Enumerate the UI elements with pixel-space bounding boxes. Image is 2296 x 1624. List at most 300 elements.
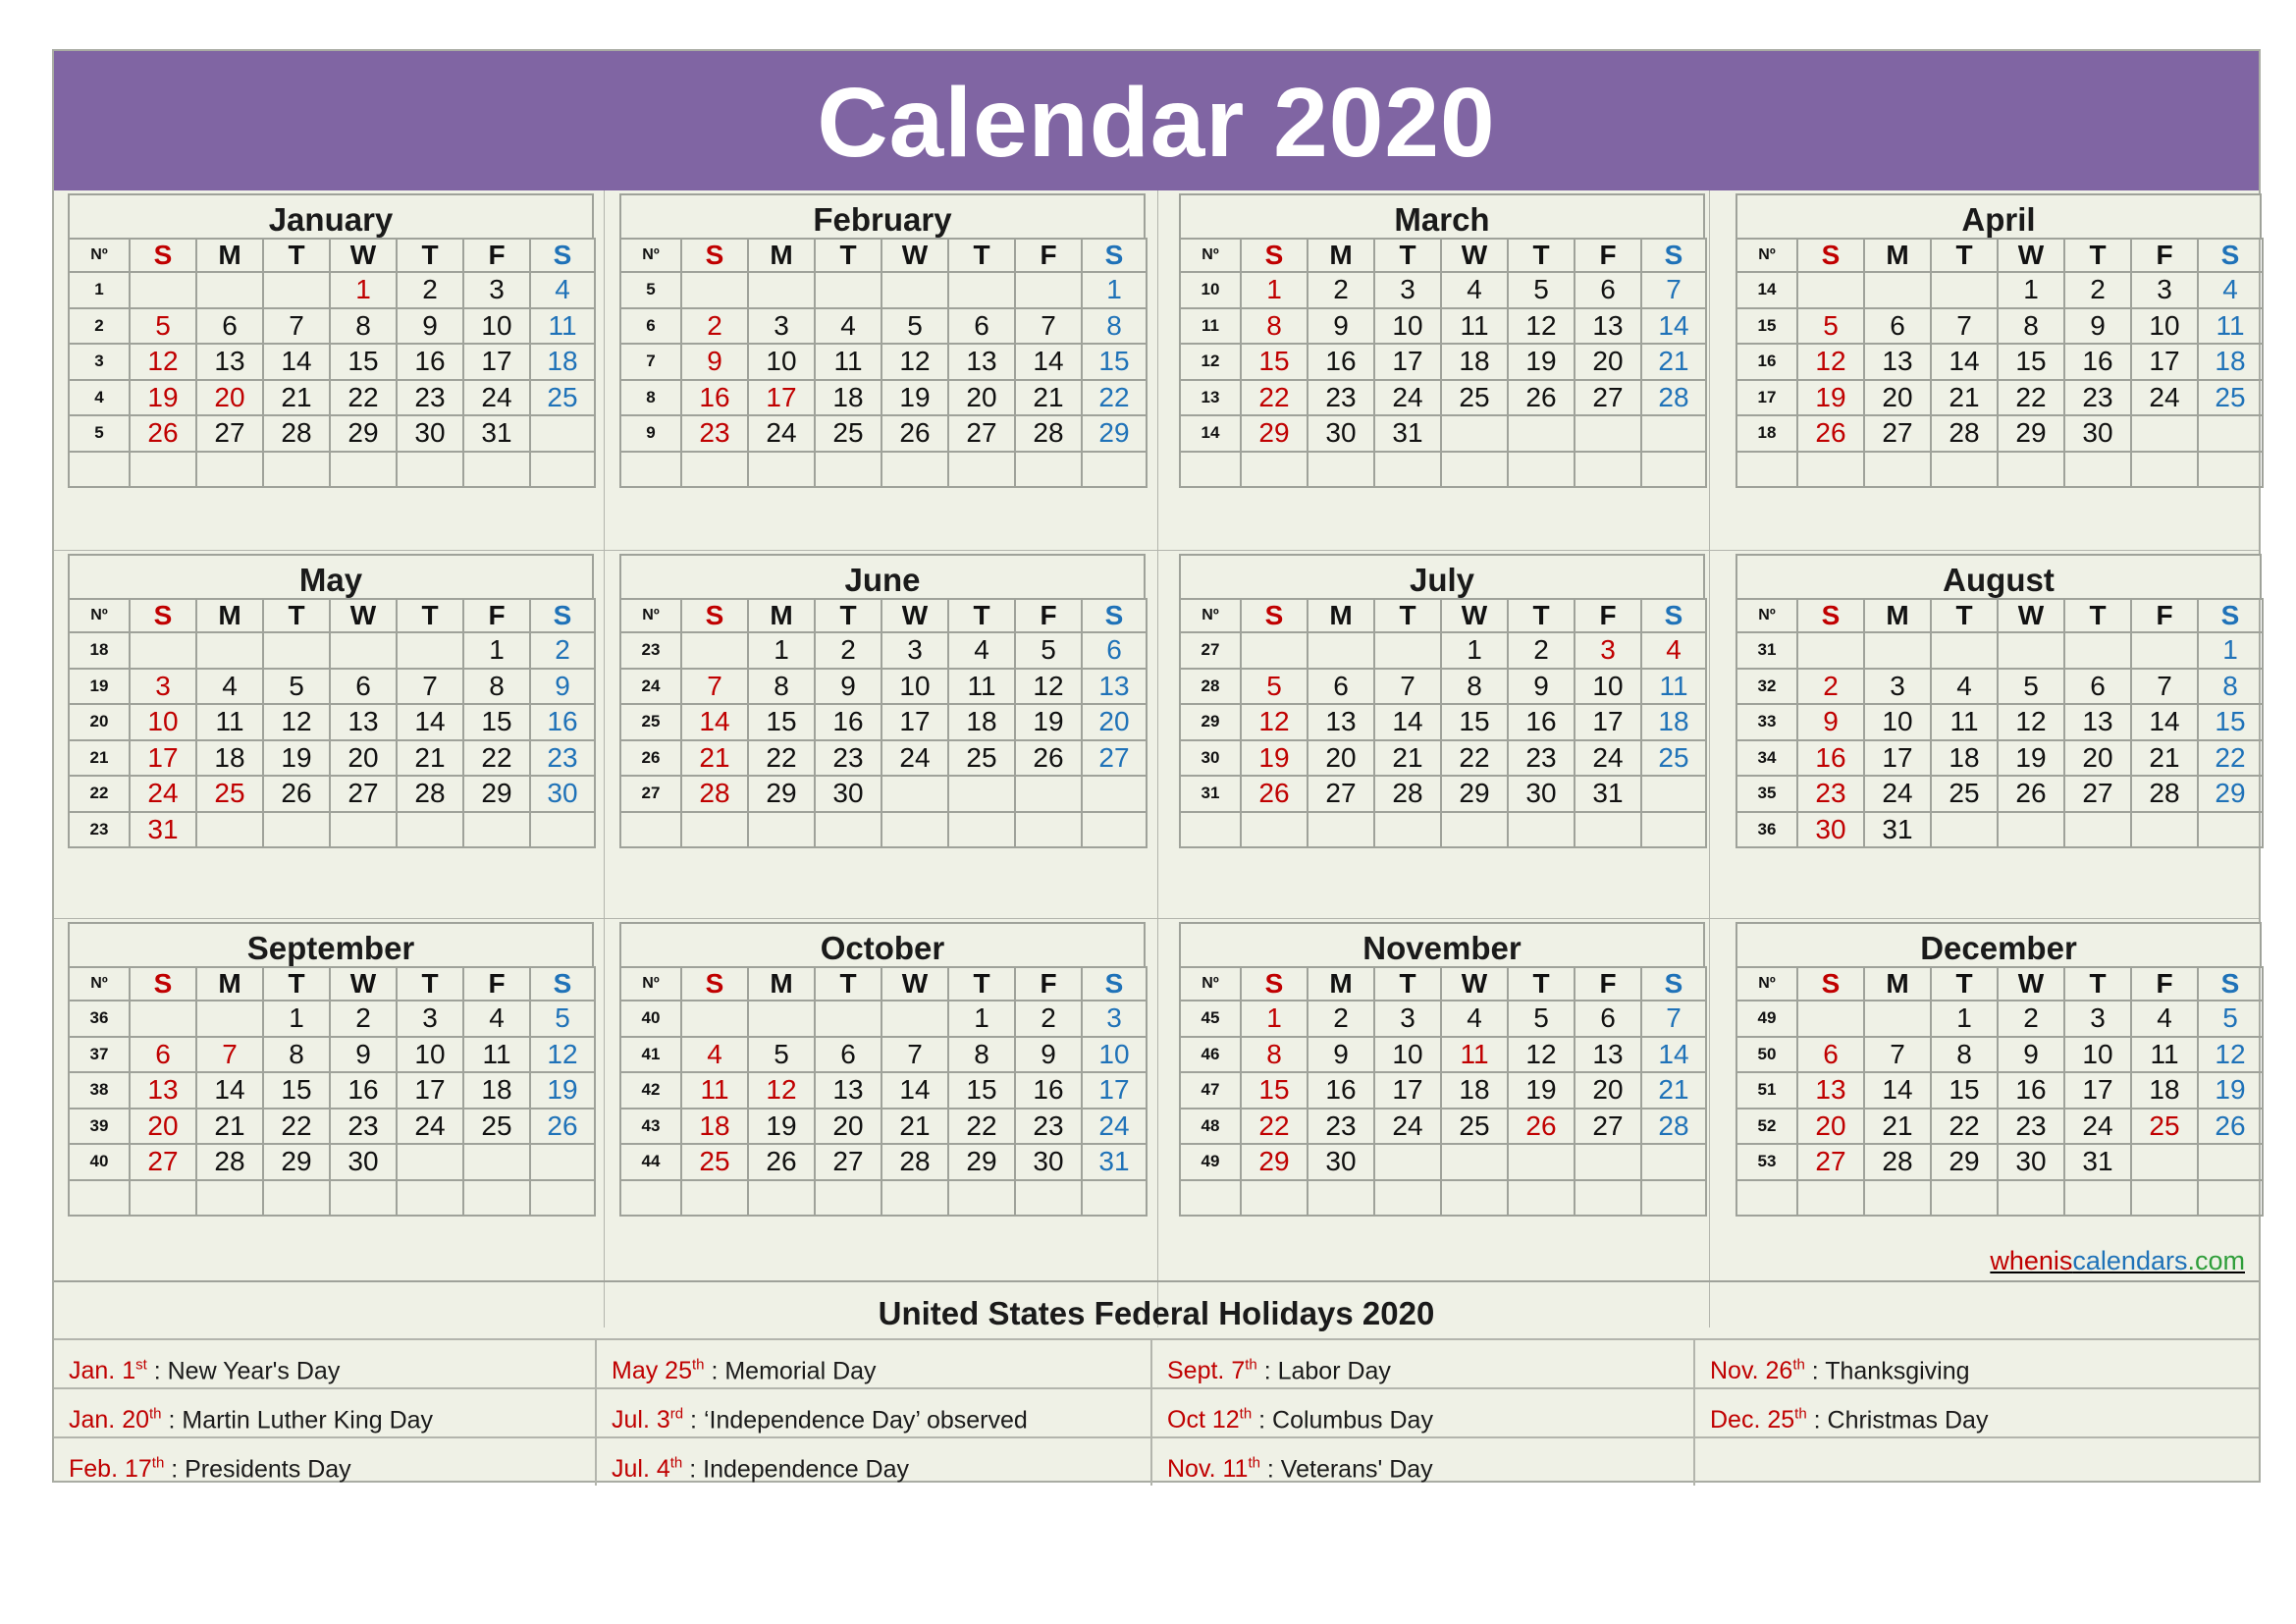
- day-cell: [2131, 452, 2198, 488]
- day-cell: 20: [196, 380, 263, 416]
- week-number: 43: [620, 1109, 681, 1145]
- week-row: [620, 380, 1147, 416]
- day-cell: 6: [815, 1037, 881, 1073]
- day-cell: 28: [681, 776, 748, 812]
- week-number: 40: [69, 1144, 130, 1180]
- day-cell: 23: [1998, 1109, 2064, 1145]
- weekday-header: F: [2131, 967, 2198, 1001]
- day-cell: 15: [1931, 1072, 1998, 1109]
- day-cell: 2: [330, 1001, 397, 1037]
- day-cell: 16: [1797, 740, 1864, 777]
- day-cell: 16: [815, 704, 881, 740]
- week-row: [69, 632, 595, 669]
- holiday-entry: [595, 1387, 1150, 1436]
- day-cell: 13: [1575, 308, 1641, 345]
- day-cell: 13: [1864, 344, 1931, 380]
- day-cell: [2131, 415, 2198, 452]
- holiday-entry: [1693, 1338, 2259, 1387]
- day-cell: 17: [1374, 344, 1441, 380]
- day-cell: 25: [1931, 776, 1998, 812]
- day-cell: [1998, 1180, 2064, 1217]
- week-number: 28: [1180, 669, 1241, 705]
- day-cell: 28: [196, 1144, 263, 1180]
- weekday-header: M: [748, 599, 815, 632]
- day-cell: [881, 1001, 948, 1037]
- day-cell: [1441, 415, 1508, 452]
- weekday-header: T: [1508, 239, 1575, 272]
- weekday-header: S: [2198, 599, 2263, 632]
- week-number: 31: [1180, 776, 1241, 812]
- month-march: [1179, 193, 1705, 488]
- holiday-date: Jan. 1st: [69, 1357, 147, 1385]
- day-cell: [1998, 812, 2064, 848]
- day-cell: 15: [948, 1072, 1015, 1109]
- week-number: 32: [1736, 669, 1797, 705]
- day-cell: [1241, 632, 1308, 669]
- day-cell: 1: [1931, 1001, 1998, 1037]
- day-cell: 27: [130, 1144, 196, 1180]
- day-cell: 24: [881, 740, 948, 777]
- day-cell: 22: [1931, 1109, 1998, 1145]
- holiday-date: May 25th: [612, 1357, 705, 1385]
- day-cell: 1: [263, 1001, 330, 1037]
- day-cell: 2: [1015, 1001, 1082, 1037]
- day-cell: [1998, 632, 2064, 669]
- week-number: 10: [1180, 272, 1241, 308]
- day-cell: 30: [815, 776, 881, 812]
- day-cell: [1797, 452, 1864, 488]
- day-cell: [881, 452, 948, 488]
- day-cell: 29: [2198, 776, 2263, 812]
- weekday-header: M: [748, 239, 815, 272]
- day-cell: [196, 1180, 263, 1217]
- week-number: [1736, 1180, 1797, 1217]
- holiday-entry: [1150, 1387, 1693, 1436]
- day-cell: 23: [1015, 1109, 1082, 1145]
- holiday-name: : Memorial Day: [704, 1357, 877, 1385]
- day-cell: 15: [2198, 704, 2263, 740]
- day-cell: 13: [1308, 704, 1374, 740]
- day-cell: [463, 812, 530, 848]
- brand-part-3: .com: [2187, 1246, 2245, 1275]
- day-cell: 15: [1241, 344, 1308, 380]
- day-cell: [1575, 1180, 1641, 1217]
- day-cell: 20: [2064, 740, 2131, 777]
- holiday-entry: [1150, 1338, 1693, 1387]
- day-cell: 17: [1575, 704, 1641, 740]
- month-april: [1735, 193, 2262, 488]
- day-cell: [1931, 632, 1998, 669]
- day-cell: [1575, 452, 1641, 488]
- week-number: 9: [620, 415, 681, 452]
- weekday-header: S: [1082, 599, 1147, 632]
- weekday-header: T: [815, 239, 881, 272]
- day-cell: 12: [748, 1072, 815, 1109]
- week-number: 5: [620, 272, 681, 308]
- day-cell: 30: [1015, 1144, 1082, 1180]
- week-row: [69, 669, 595, 705]
- weekday-header: W: [1441, 967, 1508, 1001]
- week-row: [69, 776, 595, 812]
- month-september: [68, 922, 594, 1217]
- holiday-name: : Columbus Day: [1252, 1406, 1433, 1435]
- week-row: [1736, 740, 2263, 777]
- week-number: 29: [1180, 704, 1241, 740]
- week-number: 7: [620, 344, 681, 380]
- day-cell: 18: [196, 740, 263, 777]
- day-cell: 11: [2198, 308, 2263, 345]
- weekday-header: S: [681, 239, 748, 272]
- day-cell: 29: [330, 415, 397, 452]
- day-cell: 15: [330, 344, 397, 380]
- week-number-header: Nº: [1180, 239, 1241, 272]
- day-cell: 8: [263, 1037, 330, 1073]
- day-cell: 26: [1241, 776, 1308, 812]
- day-cell: [748, 1001, 815, 1037]
- day-cell: 10: [1374, 1037, 1441, 1073]
- day-cell: [881, 776, 948, 812]
- week-row: [1736, 452, 2263, 488]
- week-row: [1180, 272, 1706, 308]
- day-cell: [681, 632, 748, 669]
- day-cell: 27: [2064, 776, 2131, 812]
- week-row: [1180, 704, 1706, 740]
- day-cell: 4: [530, 272, 595, 308]
- day-cell: [263, 632, 330, 669]
- day-cell: 24: [1374, 380, 1441, 416]
- day-cell: 9: [1797, 704, 1864, 740]
- day-cell: [330, 812, 397, 848]
- day-cell: 17: [1082, 1072, 1147, 1109]
- day-cell: 4: [815, 308, 881, 345]
- day-cell: 7: [1374, 669, 1441, 705]
- day-cell: 8: [1241, 308, 1308, 345]
- day-cell: [1082, 812, 1147, 848]
- day-cell: [1374, 1144, 1441, 1180]
- day-cell: 19: [1998, 740, 2064, 777]
- week-number: 25: [620, 704, 681, 740]
- day-cell: 11: [530, 308, 595, 345]
- day-cell: 22: [1241, 380, 1308, 416]
- day-cell: 31: [1864, 812, 1931, 848]
- weekday-header: F: [1015, 239, 1082, 272]
- week-number: [1180, 1180, 1241, 1217]
- day-cell: 12: [881, 344, 948, 380]
- day-cell: 7: [1015, 308, 1082, 345]
- weekday-header: T: [1931, 599, 1998, 632]
- day-cell: 27: [1864, 415, 1931, 452]
- day-cell: 19: [1508, 1072, 1575, 1109]
- day-cell: 14: [397, 704, 463, 740]
- day-cell: [530, 415, 595, 452]
- day-cell: 10: [463, 308, 530, 345]
- day-cell: 17: [2131, 344, 2198, 380]
- week-number: 23: [69, 812, 130, 848]
- day-cell: [1015, 452, 1082, 488]
- day-cell: 26: [1797, 415, 1864, 452]
- day-cell: 9: [681, 344, 748, 380]
- day-cell: [196, 632, 263, 669]
- day-cell: 19: [1797, 380, 1864, 416]
- weekday-header: T: [263, 967, 330, 1001]
- weekday-header: F: [1575, 967, 1641, 1001]
- day-cell: 21: [1641, 344, 1706, 380]
- day-cell: [881, 272, 948, 308]
- week-number-header: Nº: [69, 599, 130, 632]
- month-june: [619, 554, 1146, 848]
- day-cell: 5: [1241, 669, 1308, 705]
- day-cell: 18: [681, 1109, 748, 1145]
- day-cell: [263, 1180, 330, 1217]
- week-row: [620, 776, 1147, 812]
- day-cell: 12: [130, 344, 196, 380]
- day-cell: [815, 812, 881, 848]
- calendar-sheet: [52, 49, 2261, 1483]
- day-cell: 6: [948, 308, 1015, 345]
- week-number: 30: [1180, 740, 1241, 777]
- month-august: [1735, 554, 2262, 848]
- day-cell: [130, 632, 196, 669]
- day-cell: 26: [1015, 740, 1082, 777]
- day-cell: [748, 272, 815, 308]
- day-cell: 7: [263, 308, 330, 345]
- week-number: 20: [69, 704, 130, 740]
- day-cell: 17: [748, 380, 815, 416]
- weekday-header: T: [1508, 599, 1575, 632]
- day-cell: 6: [2064, 669, 2131, 705]
- day-cell: 30: [1308, 415, 1374, 452]
- day-cell: 3: [2064, 1001, 2131, 1037]
- week-row: [620, 1109, 1147, 1145]
- day-cell: 5: [530, 1001, 595, 1037]
- day-cell: 28: [1374, 776, 1441, 812]
- day-cell: 11: [463, 1037, 530, 1073]
- day-cell: 11: [1441, 1037, 1508, 1073]
- month-name: December: [1735, 922, 2262, 966]
- day-cell: 28: [1931, 415, 1998, 452]
- day-cell: 1: [1082, 272, 1147, 308]
- day-cell: [130, 1001, 196, 1037]
- day-cell: 5: [263, 669, 330, 705]
- day-cell: 2: [815, 632, 881, 669]
- day-cell: 6: [330, 669, 397, 705]
- week-number: 5: [69, 415, 130, 452]
- day-cell: 27: [1575, 1109, 1641, 1145]
- week-row: [69, 704, 595, 740]
- weekday-header: S: [130, 599, 196, 632]
- holiday-name: : Presidents Day: [164, 1455, 351, 1484]
- day-cell: 11: [681, 1072, 748, 1109]
- day-cell: 12: [1508, 308, 1575, 345]
- day-cell: 7: [196, 1037, 263, 1073]
- day-cell: 26: [263, 776, 330, 812]
- weekday-header: T: [1931, 239, 1998, 272]
- weekday-header: M: [1864, 599, 1931, 632]
- week-number: 11: [1180, 308, 1241, 345]
- week-number-header: Nº: [1180, 599, 1241, 632]
- day-cell: 8: [1082, 308, 1147, 345]
- weekday-header: S: [530, 239, 595, 272]
- day-cell: 10: [2131, 308, 2198, 345]
- week-number: 3: [69, 344, 130, 380]
- week-row: [1180, 740, 1706, 777]
- day-cell: [1015, 812, 1082, 848]
- week-number: 33: [1736, 704, 1797, 740]
- day-cell: 30: [1508, 776, 1575, 812]
- day-cell: 29: [1931, 1144, 1998, 1180]
- week-number: [620, 452, 681, 488]
- day-cell: 20: [1864, 380, 1931, 416]
- week-row: [69, 1001, 595, 1037]
- day-cell: 14: [1931, 344, 1998, 380]
- week-number: 36: [1736, 812, 1797, 848]
- holiday-name: : ‘Independence Day’ observed: [683, 1406, 1028, 1435]
- day-cell: 23: [1308, 380, 1374, 416]
- day-cell: 4: [948, 632, 1015, 669]
- day-cell: 31: [1575, 776, 1641, 812]
- week-number: 13: [1180, 380, 1241, 416]
- day-cell: 20: [330, 740, 397, 777]
- day-cell: 2: [2064, 272, 2131, 308]
- weekday-header: S: [1641, 599, 1706, 632]
- day-cell: 23: [2064, 380, 2131, 416]
- day-cell: [2131, 1180, 2198, 1217]
- day-cell: 29: [948, 1144, 1015, 1180]
- weekday-header: F: [1575, 239, 1641, 272]
- week-number-header: Nº: [1736, 239, 1797, 272]
- brand-link[interactable]: [1990, 1246, 2245, 1276]
- week-number: 8: [620, 380, 681, 416]
- day-cell: 24: [2131, 380, 2198, 416]
- day-cell: [1508, 415, 1575, 452]
- month-name: April: [1735, 193, 2262, 238]
- day-cell: 21: [196, 1109, 263, 1145]
- day-cell: 29: [263, 1144, 330, 1180]
- day-cell: 10: [1374, 308, 1441, 345]
- day-cell: [815, 452, 881, 488]
- week-row: [69, 344, 595, 380]
- day-cell: [1374, 812, 1441, 848]
- day-cell: [196, 272, 263, 308]
- weekday-header: T: [2064, 967, 2131, 1001]
- week-row: [1736, 1001, 2263, 1037]
- day-cell: 16: [397, 344, 463, 380]
- week-number: 23: [620, 632, 681, 669]
- day-cell: [397, 1144, 463, 1180]
- weekday-header: W: [330, 239, 397, 272]
- day-cell: 26: [1508, 380, 1575, 416]
- day-cell: 23: [1308, 1109, 1374, 1145]
- day-cell: 5: [1998, 669, 2064, 705]
- day-cell: 19: [881, 380, 948, 416]
- day-cell: 14: [1374, 704, 1441, 740]
- day-cell: 17: [1374, 1072, 1441, 1109]
- day-cell: [463, 1180, 530, 1217]
- day-cell: 24: [1082, 1109, 1147, 1145]
- day-cell: 3: [463, 272, 530, 308]
- day-cell: 17: [881, 704, 948, 740]
- column-divider: [1157, 190, 1158, 1327]
- day-cell: 21: [1374, 740, 1441, 777]
- day-cell: 31: [2064, 1144, 2131, 1180]
- week-row: [1180, 632, 1706, 669]
- day-cell: 8: [1931, 1037, 1998, 1073]
- day-cell: 25: [1441, 380, 1508, 416]
- day-cell: [263, 272, 330, 308]
- day-cell: 11: [948, 669, 1015, 705]
- week-number: 6: [620, 308, 681, 345]
- day-cell: 7: [2131, 669, 2198, 705]
- day-cell: [1082, 776, 1147, 812]
- day-cell: 14: [2131, 704, 2198, 740]
- week-row: [1180, 1001, 1706, 1037]
- day-cell: 9: [1998, 1037, 2064, 1073]
- day-cell: 24: [2064, 1109, 2131, 1145]
- week-row: [620, 812, 1147, 848]
- week-number: 49: [1180, 1144, 1241, 1180]
- day-cell: 10: [1082, 1037, 1147, 1073]
- week-row: [69, 308, 595, 345]
- day-cell: 3: [1575, 632, 1641, 669]
- day-cell: [948, 1180, 1015, 1217]
- day-cell: [681, 1001, 748, 1037]
- holiday-name: : Labor Day: [1256, 1357, 1391, 1385]
- day-cell: 8: [1241, 1037, 1308, 1073]
- day-cell: 2: [530, 632, 595, 669]
- day-cell: [1641, 415, 1706, 452]
- week-row: [620, 1001, 1147, 1037]
- day-cell: [1082, 1180, 1147, 1217]
- day-cell: 3: [1374, 272, 1441, 308]
- day-cell: [1864, 632, 1931, 669]
- day-cell: [2131, 812, 2198, 848]
- day-cell: 13: [196, 344, 263, 380]
- week-row: [620, 1037, 1147, 1073]
- day-cell: 25: [2131, 1109, 2198, 1145]
- day-cell: 7: [1641, 1001, 1706, 1037]
- day-cell: [881, 812, 948, 848]
- day-cell: 13: [2064, 704, 2131, 740]
- day-cell: [1441, 1144, 1508, 1180]
- week-row: [69, 272, 595, 308]
- weekday-header: S: [1241, 967, 1308, 1001]
- day-cell: 25: [681, 1144, 748, 1180]
- weekday-header: M: [196, 239, 263, 272]
- weekday-header: S: [681, 967, 748, 1001]
- weekday-header: S: [530, 967, 595, 1001]
- week-number-header: Nº: [620, 239, 681, 272]
- day-cell: 2: [1308, 272, 1374, 308]
- day-cell: [1308, 632, 1374, 669]
- month-name: March: [1179, 193, 1705, 238]
- weekday-header: W: [1998, 599, 2064, 632]
- day-cell: 20: [130, 1109, 196, 1145]
- day-cell: [130, 272, 196, 308]
- day-cell: [948, 812, 1015, 848]
- holiday-entry: [1693, 1436, 2259, 1486]
- day-cell: 19: [1015, 704, 1082, 740]
- weekday-header: T: [2064, 239, 2131, 272]
- weekday-header: T: [948, 967, 1015, 1001]
- day-cell: [2131, 632, 2198, 669]
- day-cell: [1575, 812, 1641, 848]
- day-cell: 23: [530, 740, 595, 777]
- day-cell: 30: [530, 776, 595, 812]
- day-cell: 4: [196, 669, 263, 705]
- day-cell: [1441, 1180, 1508, 1217]
- day-cell: 12: [1015, 669, 1082, 705]
- day-cell: 16: [1015, 1072, 1082, 1109]
